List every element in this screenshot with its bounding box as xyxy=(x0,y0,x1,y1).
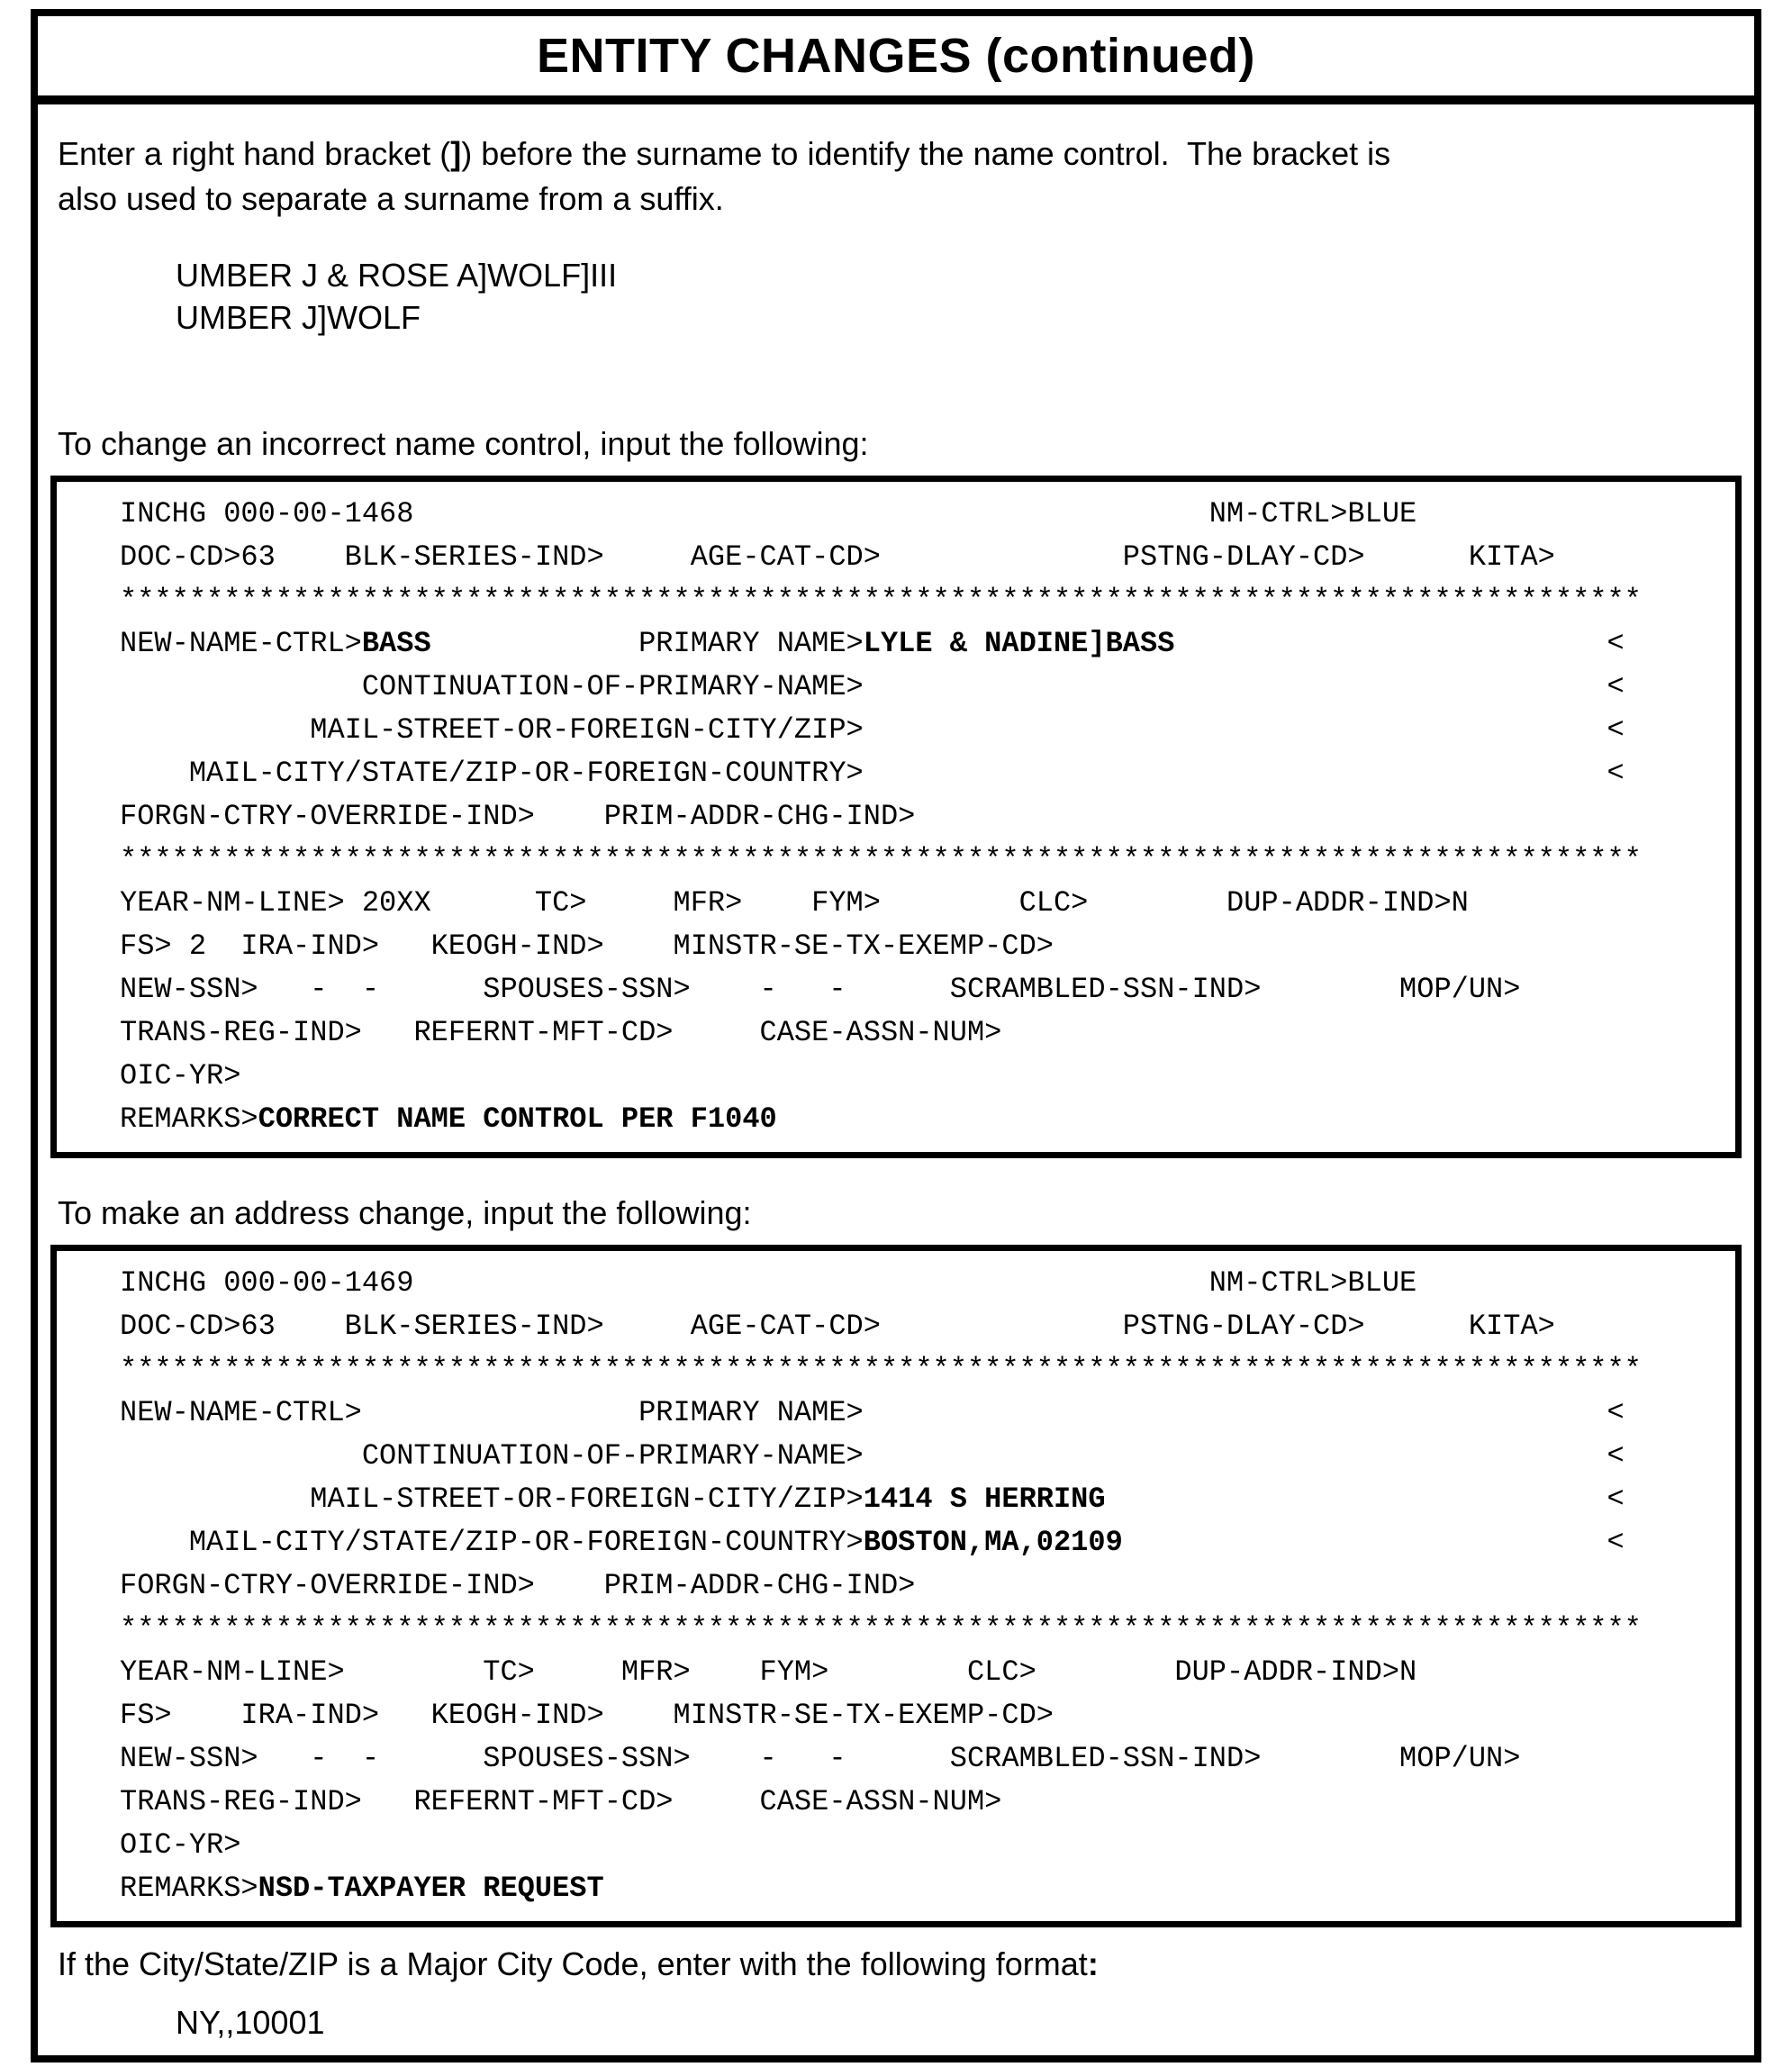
text-line: YEAR-NM-LINE> 20XX TC> MFR> FYM> CLC> DUP-ADDR-IND>N xyxy=(120,886,1469,920)
text-line: REMARKS>CORRECT NAME CONTROL PER F1040 xyxy=(120,1102,777,1136)
page-title: ENTITY CHANGES (continued) xyxy=(536,29,1255,83)
text-line: CONTINUATION-OF-PRIMARY-NAME> < xyxy=(120,670,1625,703)
text-line: MAIL-CITY/STATE/ZIP-OR-FOREIGN-COUNTRY> < xyxy=(120,757,1625,790)
text-line: TRANS-REG-IND> REFERNT-MFT-CD> CASE-ASSN-NUM> xyxy=(120,1016,1002,1049)
text-line: DOC-CD>63 BLK-SERIES-IND> AGE-CAT-CD> PSTNG-DLAY-CD> KITA> xyxy=(120,540,1555,574)
text-line: UMBER J]WOLF xyxy=(176,299,421,336)
page-content xyxy=(38,131,1754,2044)
text-line: FORGN-CTRY-OVERRIDE-IND> PRIM-ADDR-CHG-IND> xyxy=(120,1569,916,1602)
text-line: **************************************************************************************** xyxy=(120,843,1642,876)
text-line: NEW-NAME-CTRL> PRIMARY NAME> < xyxy=(120,1396,1625,1429)
text-line: **************************************************************************************** xyxy=(120,1612,1642,1645)
text-line: NEW-NAME-CTRL>BASS PRIMARY NAME>LYLE & NADINE]BASS < xyxy=(120,627,1625,660)
text-line: MAIL-STREET-OR-FOREIGN-CITY/ZIP>1414 S HERRING < xyxy=(120,1482,1625,1516)
text-line: also used to separate a surname from a suffix. xyxy=(58,180,724,217)
page-border xyxy=(31,9,1761,2062)
text-line: If the City/State/ZIP is a Major City Code, enter with the following format: xyxy=(58,1945,1099,1982)
text-line: TRANS-REG-IND> REFERNT-MFT-CD> CASE-ASSN-NUM> xyxy=(120,1785,1002,1818)
text-line: **************************************************************************************** xyxy=(120,1353,1642,1386)
text-line: CONTINUATION-OF-PRIMARY-NAME> < xyxy=(120,1439,1625,1473)
name-control-change-caption: To change an incorrect name control, input the following: xyxy=(58,425,869,462)
text-line: MAIL-CITY/STATE/ZIP-OR-FOREIGN-COUNTRY>BOSTON,MA,02109 < xyxy=(120,1526,1625,1559)
text-line: UMBER J & ROSE A]WOLF]III xyxy=(176,257,618,294)
text-line: YEAR-NM-LINE> TC> MFR> FYM> CLC> DUP-ADDR-IND>N xyxy=(120,1655,1417,1689)
intro-paragraph xyxy=(58,131,1731,222)
text-line: MAIL-STREET-OR-FOREIGN-CITY/ZIP> < xyxy=(120,713,1625,747)
address-change-caption: To make an address change, input the following: xyxy=(58,1194,752,1231)
text-line: FS> IRA-IND> KEOGH-IND> MINSTR-SE-TX-EXEMP-CD> xyxy=(120,1699,1054,1732)
text-line: OIC-YR> xyxy=(120,1059,241,1092)
text-line: OIC-YR> xyxy=(120,1828,241,1862)
text-line: FORGN-CTRY-OVERRIDE-IND> PRIM-ADDR-CHG-IND> xyxy=(120,800,916,833)
name-control-examples xyxy=(176,254,1731,339)
text-line: REMARKS>NSD-TAXPAYER REQUEST xyxy=(120,1872,604,1905)
page-header xyxy=(38,16,1754,104)
text-line: FS> 2 IRA-IND> KEOGH-IND> MINSTR-SE-TX-EXEMP-CD> xyxy=(120,929,1054,963)
text-line: INCHG 000-00-1469 NM-CTRL>BLUE xyxy=(120,1266,1417,1300)
text-line: NEW-SSN> - - SPOUSES-SSN> - - SCRAMBLED-SSN-IND> MOP/UN> xyxy=(120,973,1521,1006)
major-city-code-example: NY,,10001 xyxy=(176,2004,325,2041)
major-city-code-caption xyxy=(58,1945,1731,1983)
terminal-screen-name-control-change xyxy=(50,476,1742,1158)
text-line: NEW-SSN> - - SPOUSES-SSN> - - SCRAMBLED-SSN-IND> MOP/UN> xyxy=(120,1742,1521,1775)
text-line: **************************************************************************************** xyxy=(120,584,1642,617)
text-line: DOC-CD>63 BLK-SERIES-IND> AGE-CAT-CD> PSTNG-DLAY-CD> KITA> xyxy=(120,1310,1555,1343)
terminal-screen-address-change xyxy=(50,1245,1742,1927)
text-line: INCHG 000-00-1468 NM-CTRL>BLUE xyxy=(120,497,1417,530)
text-line: Enter a right hand bracket (]) before the surname to identify the name control. The bracket is xyxy=(58,135,1391,172)
